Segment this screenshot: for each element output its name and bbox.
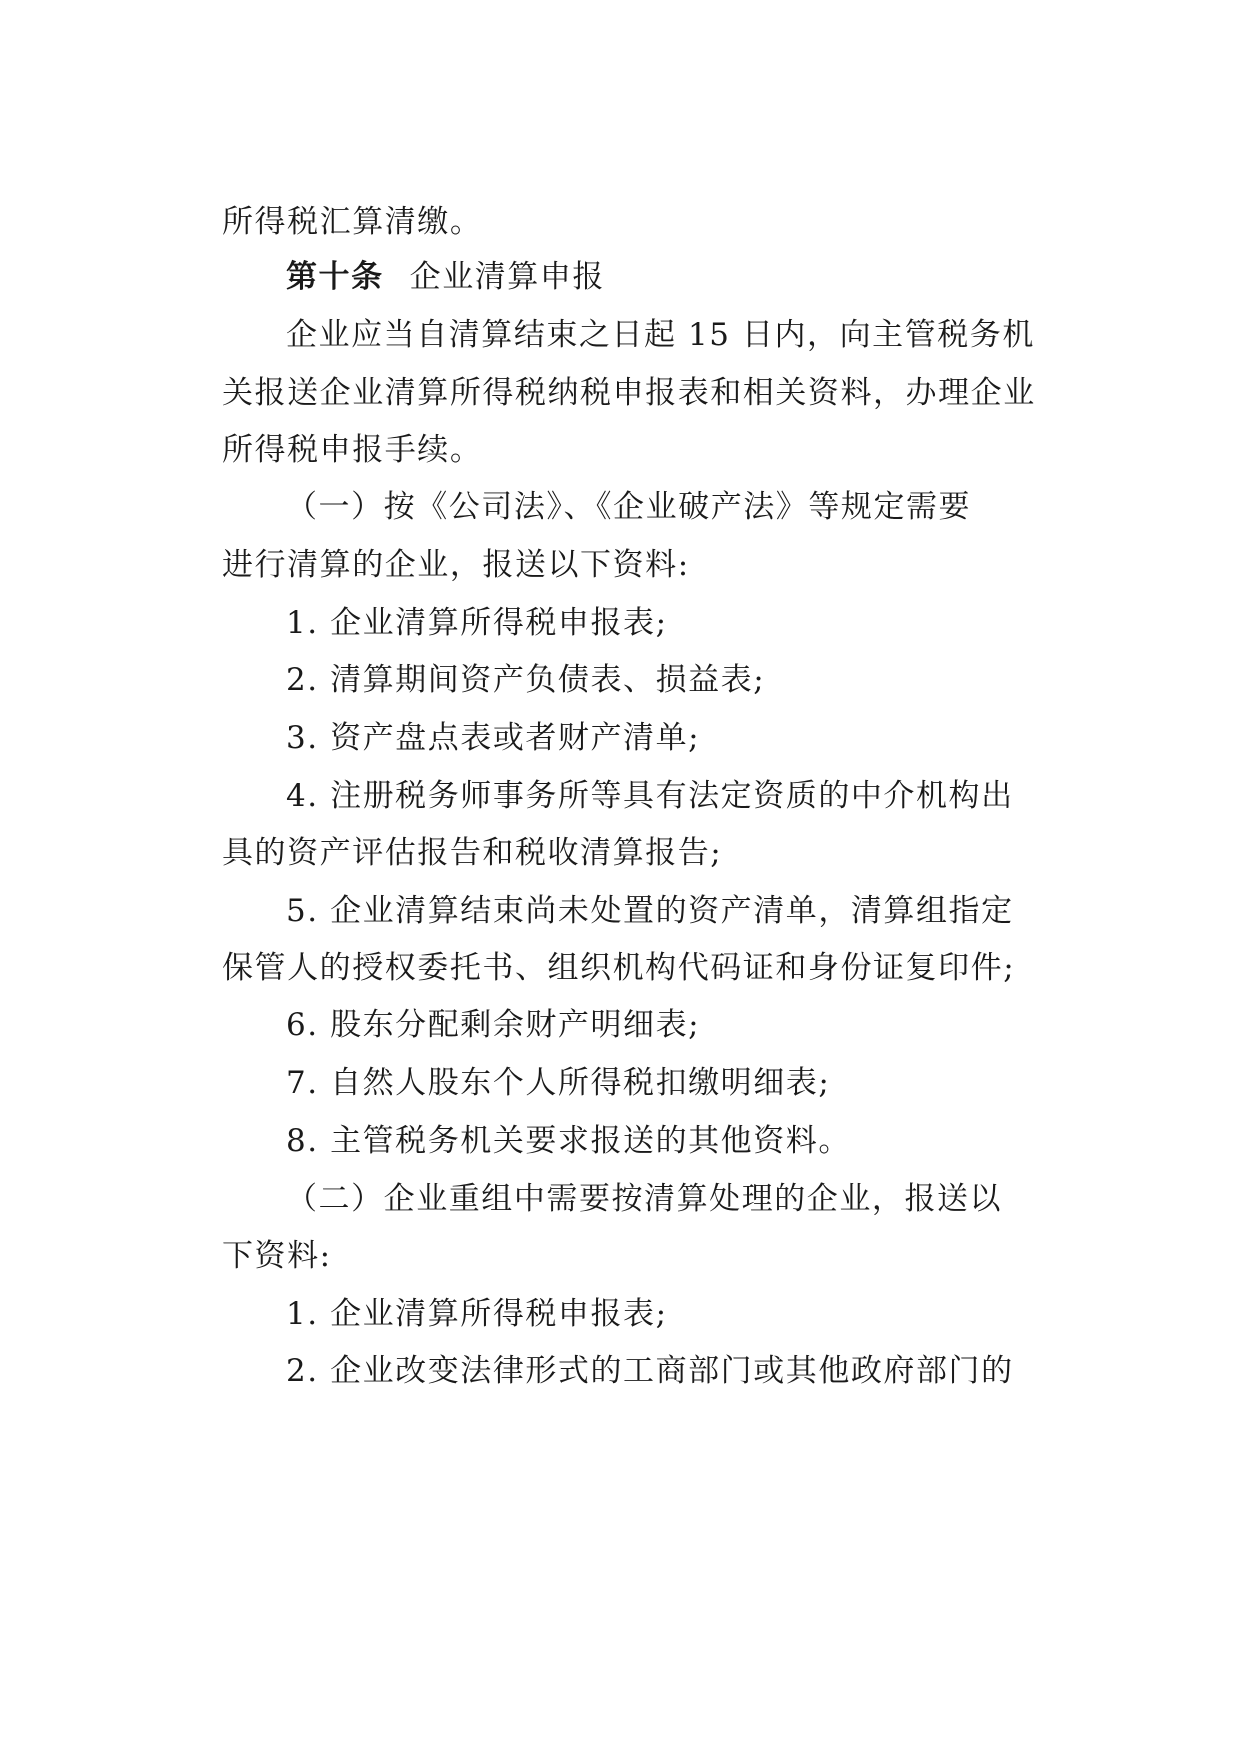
list-item: 4. 注册税务师事务所等具有法定资质的中介机构出: [286, 778, 1014, 814]
article-number: 第十条: [286, 259, 384, 295]
list-item: 8. 主管税务机关要求报送的其他资料。: [286, 1123, 851, 1159]
paragraph-line: 下资料:: [222, 1238, 332, 1274]
article-title: 企业清算申报: [409, 259, 605, 295]
section-heading-2: （二）企业重组中需要按清算处理的企业，报送以: [286, 1181, 1003, 1217]
list-item-continued: 保管人的授权委托书、组织机构代码证和身份证复印件;: [222, 950, 1016, 986]
paragraph-line: 进行清算的企业，报送以下资料:: [222, 547, 690, 583]
section-heading-1: （一）按《公司法》、《企业破产法》等规定需要: [286, 489, 972, 525]
paragraph-line: 所得税汇算清缴。: [222, 204, 483, 240]
list-item-continued: 具的资产评估报告和税收清算报告;: [222, 835, 723, 871]
list-item: 2. 清算期间资产负债表、损益表;: [286, 662, 766, 698]
list-item: 2. 企业改变法律形式的工商部门或其他政府部门的: [286, 1353, 1014, 1389]
list-item: 7. 自然人股东个人所得税扣缴明细表;: [286, 1065, 831, 1101]
list-item: 1. 企业清算所得税申报表;: [286, 605, 668, 641]
list-item: 3. 资产盘点表或者财产清单;: [286, 720, 701, 756]
paragraph-line: 关报送企业清算所得税纳税申报表和相关资料，办理企业: [222, 375, 1036, 411]
paragraph-line: 所得税申报手续。: [222, 432, 483, 468]
paragraph-line: 企业应当自清算结束之日起 15 日内，向主管税务机: [286, 317, 1035, 353]
list-item: 5. 企业清算结束尚未处置的资产清单，清算组指定: [286, 893, 1014, 929]
list-item: 6. 股东分配剩余财产明细表;: [286, 1007, 701, 1043]
list-item: 1. 企业清算所得税申报表;: [286, 1296, 668, 1332]
article-heading-line: [286, 259, 605, 295]
